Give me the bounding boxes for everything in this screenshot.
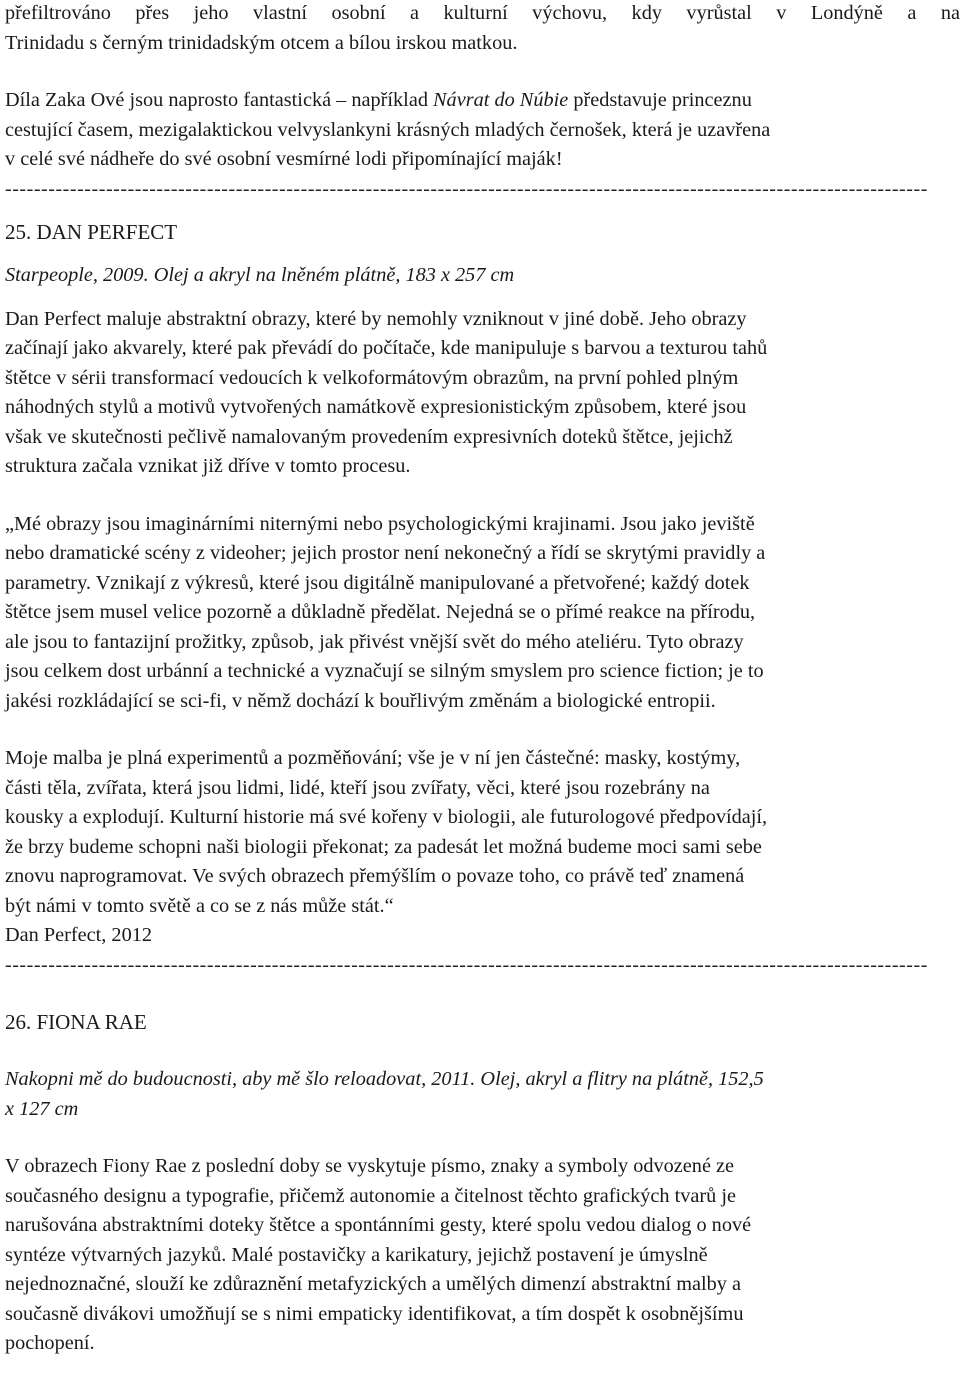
text-line: části těla, zvířata, která jsou lidmi, lidé, kteří jsou zvířaty, věci, které jsou rozebrány na [5,776,710,799]
text-line: ale jsou to fantazijní prožitky, způsob, jak přivést vnější svět do mého ateliéru. Tyto obrazy [5,630,744,653]
text-line: jsou celkem dost urbánní a technické a vyznačují se silným smyslem pro science fiction; je to [5,660,764,682]
text-line: Dan Perfect maluje abstraktní obrazy, které by nemohly vzniknout v jiné době. Jeho obrazy [5,307,747,330]
section-heading-26: 26. FIONA RAE [5,1010,147,1034]
text-line: x 127 cm [5,1097,79,1120]
text-line: Moje malba je plná experimentů a pozměňování; vše je v ní jen částečné: masky, kostýmy, [5,747,741,769]
text-run: Díla Zaka Ové jsou naprosto fantastická – například [5,89,434,111]
text-line: štětce v sérii transformací vedoucích k velkoformátovým obrazům, na první pohled plným [5,366,739,389]
section-25-paragraph-1 [5,305,960,482]
text-line: být námi v tomto světě a co se z nás může stát.“ [5,894,394,917]
text-line: v celé své nádheře do své osobní vesmírné lodi připomínající maják! [5,148,563,170]
text-line: však ve skutečnosti pečlivě namalovaným provedením expresivních doteků štětce, jejichž [5,425,733,448]
section-heading-25: 25. DAN PERFECT [5,220,178,244]
text-line: pochopení. [5,1332,95,1354]
artwork-title: Návrat do Núbie [433,89,569,111]
text-line [5,86,960,116]
text-line: narušována abstraktními doteky štětce a spontánními gesty, které spolu vedou dialog o nové [5,1214,752,1236]
text-line: že brzy budeme schopni naši biologii překonat; za padesát let možná budeme moci sami sebe [5,835,762,858]
text-line: současného designu a typografie, přičemž autonomie a čitelnost těchto grafických tvarů je [5,1184,736,1207]
divider: -------------------------------------------------------------------------------------------------------------------------------- [5,177,928,200]
section-25-quote-1 [5,510,960,717]
artwork-caption-26 [5,1065,960,1124]
text-line: současně divákovi umožňují se s nimi empaticky identifikovat, a tím dospět k osobnějšímu [5,1302,744,1325]
text-line: jakési rozkládající se sci-fi, v němž dochází k bouřlivým změnám a biologické entropii. [5,689,716,712]
text-run: představuje princeznu [568,89,752,111]
text-line: Nakopni mě do budoucnosti, aby mě šlo reloadovat, 2011. Olej, akryl a flitry na plátně, 152,5 [5,1068,764,1090]
text-line: V obrazech Fiony Rae z poslední doby se vyskytuje písmo, znaky a symboly odvozené ze [5,1155,735,1177]
intro-paragraph-1 [5,0,960,58]
document-page [5,0,960,1359]
text-line: náhodných stylů a motivů vytvořených namátkově expresionistickým způsobem, které jsou [5,396,747,418]
section-26-paragraph-1 [5,1152,960,1359]
text-line: štětce jsem musel velice pozorně a důkladně předělat. Nejedná se o přímé reakce na přírodu, [5,601,756,623]
text-line: cestující časem, mezigalaktickou velvyslankyni krásných mladých černošek, která je uzavřena [5,118,771,141]
divider: -------------------------------------------------------------------------------------------------------------------------------- [5,953,928,976]
section-25-quote-2 [5,744,960,921]
text-line: „Mé obrazy jsou imaginárními niternými nebo psychologickými krajinami. Jsou jako jeviště [5,512,755,535]
text-line: kousky a explodují. Kulturní historie má své kořeny v biologii, ale futurologové předpovídají, [5,806,768,828]
text-line: Trinidadu s černým trinidadským otcem a bílou irskou matkou. [5,31,518,54]
intro-paragraph-2 [5,86,960,175]
text-line: znovu naprogramovat. Ve svých obrazech přemýšlím o povaze toho, co právě teď znamená [5,865,745,887]
text-line: parametry. Vznikají z výkresů, které jsou digitálně manipulované a přetvořené; každý dotek [5,571,750,594]
quote-signature: Dan Perfect, 2012 [5,924,152,946]
text-line: nebo dramatické scény z videoher; jejich prostor není nekonečný a řídí se skrytými pravidly a [5,542,766,564]
text-line: nejednoznačné, slouží ke zdůraznění metafyzických a umělých dimenzí abstraktní malby a [5,1273,742,1295]
text-line: struktura začala vznikat již dříve v tomto procesu. [5,455,411,477]
artwork-caption-25: Starpeople, 2009. Olej a akryl na lněném plátně, 183 x 257 cm [5,264,515,286]
text-line: začínají jako akvarely, které pak převádí do počítače, kde manipuluje s barvou a texturou tahů [5,337,768,359]
text-line: syntéze výtvarných jazyků. Malé postavičky a karikatury, jejichž postavení je úmyslně [5,1243,708,1266]
text-line: přefiltrováno přes jeho vlastní osobní a kulturní výchovu, kdy vyrůstal v Londýně a na [5,2,960,24]
